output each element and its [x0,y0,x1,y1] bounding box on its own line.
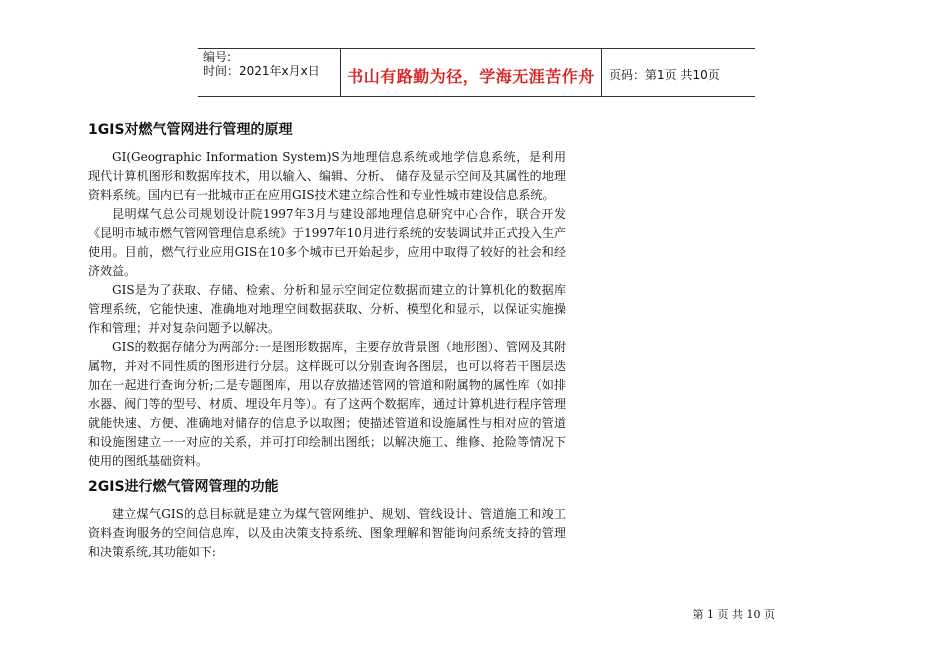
paragraph: GIS的数据存储分为两部分:一是图形数据库，主要存放背景图（地形图）、管网及其附属物，并对不同性质的图形进行分层。这样既可以分别查询各图层，也可以将若干图层迭加在一起进行查询分析;二是专题图库，用以存放描述管网的管道和附属物的属性库（如排水器、阀门等的型号、材质、埋设年月等）。有了这两个数据库，通过计算机进行程序管理就能快速、方便、准确地对储存的信息予以取图；使描述管道和设施属性与相对应的管道和设施图建立一一对应的关系，并可打印绘制出图纸；以解决施工、维修、抢险等情况下使用的图纸基础资料。 [88,340,566,468]
header-motto: 书山有路勤为径，学海无涯苦作舟 [347,67,595,86]
paragraph: 昆明煤气总公司规划设计院1997年3月与建设部地理信息研究中心合作，联合开发《昆明市城市燃气管网管理信息系统》于1997年10月进行系统的安装调试并正式投入生产使用。目前，燃气行业应用GIS在10多个城市已开始起步，应用中取得了较好的社会和经济效益。 [88,207,566,278]
header-page-info: 页码：第1页 共10页 [609,68,720,82]
paragraph: GIS是为了获取、存储、检索、分析和显示空间定位数据而建立的计算机化的数据库管理系统，它能快速、准确地对地理空间数据获取、分析、模型化和显示，以保证实施操作和管理；并对复杂问题予以解决。 [88,283,566,335]
time-label: 时间：2021年x月x日 [203,64,320,78]
header-meta [203,50,320,78]
section-heading: 1GIS对燃气管网进行管理的原理 [88,122,293,138]
document-body [88,120,566,562]
paragraph: GI(Geographic Information System)S为地理信息系统或地学信息系统，是利用现代计算机图形和数据库技术，用以输入、编辑、分析、 储存及显示空间及其属性的地理资料系统。国内已有一批城市正在应用GIS技术建立综合性和专业性城市建设信息系统。 [88,150,566,202]
header-top-rule [198,48,755,49]
paragraph: 建立煤气GIS的总目标就是建立为煤气管网维护、规划、管线设计、管道施工和竣工资料查询服务的空间信息库，以及由决策支持系统、图象理解和智能询问系统支持的管理和决策系统,其功能如下: [88,507,566,559]
header-bottom-rule [198,96,755,97]
section-heading: 2GIS进行燃气管网管理的功能 [88,479,279,495]
page-footer: 第 1 页 共 10 页 [692,608,775,621]
number-label: 编号: [203,50,232,64]
header-divider [601,48,602,96]
